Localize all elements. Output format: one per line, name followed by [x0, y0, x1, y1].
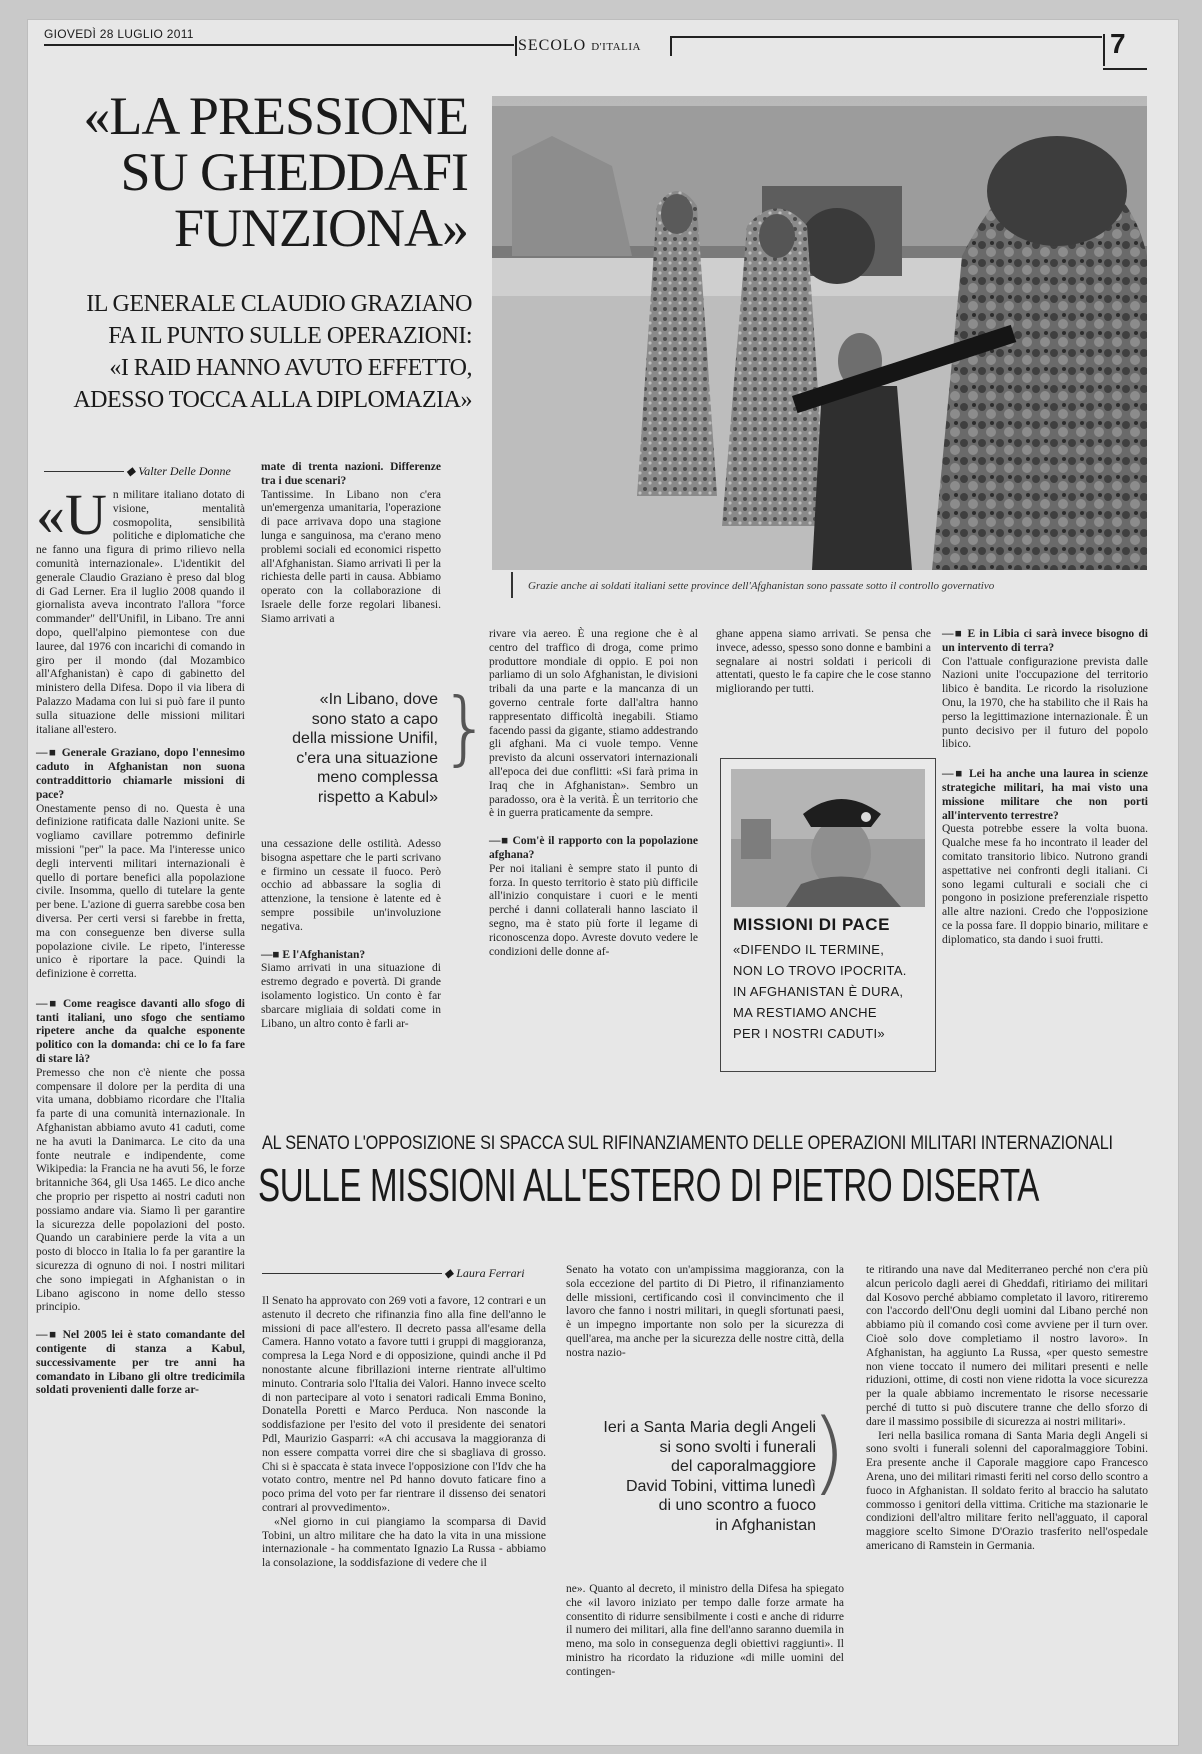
pull-quote-line: c'era una situazione [296, 749, 438, 767]
article-paragraph: Il Senato ha approvato con 269 voti a favore, 12 contrari e un astenuto il decreto che rifinanzia fino alla fine dell'anno le missioni di pace all'estero. Il decreto passa all'esame della Camera. Hanno votato a favore tutti i gruppi di maggioranza, compresa la Lega Nord e di opposizione, quindi anche il Pd nonostante alcune fibrillazioni interne rientrate all'ultimo minuto. Contraria solo l'Italia dei Valori. Hanno invece scelto di non partecipare al voto i senatori radicali Emma Bonino, Donatella Poretti e Marco Perduca. Non nasconde la soddisfazione per l'esito del voto il presidente dei senatori Pdl, Maurizio Gasparri: «A chi accusava la maggioranza di non essere compatta vorrei dire che si sbagliava di grosso. Chi si è spaccata è stata invece l'opposizione con l'Idv che ha votato contro, mentre nel Pd hanno dovuto faticare fino a poco prima del voto per far rientrare il dissenso dei senatori contrari al provvedimento». [262, 1295, 546, 1514]
header-date: GIOVEDÌ 28 LUGLIO 2011 [44, 27, 194, 41]
general-portrait-illustration [731, 769, 925, 907]
subheadline [50, 288, 472, 416]
intro-text: n militare italiano dotato di visione, mentalità cosmopolita, sensibilità politiche e diplomatiche che ne fanno una figura di primo rilievo nella comunità internazionale». L'identikit del generale Claudio Graziano è preso dal blog di Gad Lerner. Era il luglio 2008 quando il giornalista aveva incontrato l'allora "force commander" dell'Unifil, in Libano. Tre anni dopo, quell'alpino piemontese con due lauree, dal 1976 con incarichi di comando in giro per il mondo (dal Mozambico all'Afghanistan) è capo di gabinetto del ministero della Difesa. Dopo il via libera di Palazzo Madama con lui si può fare il punto sulla situazione delle missioni militari italiane all'estero. [36, 489, 245, 736]
header-divider [515, 36, 517, 56]
article2-column-2 [566, 1264, 844, 1361]
article2-title: SULLE MISSIONI ALL'ESTERO DI PIETRO DISERTA [258, 1159, 1040, 1211]
interview-answer: Siamo arrivati in una situazione di estremo degrado e povertà. Di grande isolamento logistico. Un conto è far sbarcare migliaia di soldati come in Libano, un altro conto è farli ar- [261, 962, 441, 1030]
article1-column-1 [36, 482, 245, 1398]
caption-bar [511, 572, 513, 598]
article-paragraph [36, 482, 245, 737]
byline: ◆ Valter Delle Donne [126, 464, 231, 478]
pull-quote-line: della missione Unifil, [292, 730, 438, 747]
question-text: Com'è il rapporto con la popolazione afghana? [489, 835, 698, 861]
publication-name: SECOLO [518, 37, 587, 54]
pull-quote-line: Ieri a Santa Maria degli Angeli [603, 1419, 816, 1436]
interview-question: —■ Nel 2005 lei è stato comandante del contigente di stanza a Kabul, successivamente per tre anni ha comandato in Libano gli oltre tredicimila soldati provenienti dalle forze ar- [36, 1329, 245, 1397]
byline-author: Valter Delle Donne [138, 464, 231, 478]
general-portrait [731, 769, 925, 907]
byline-rule [44, 471, 124, 472]
interview-answer: rivare via aereo. È una regione che è al centro del traffico di droga, come primo produttore mondiale di oppio. E poi non parliamo di un solo Afghanistan, le divisioni tribali da una parte e la mancanza di un governo centrale forte dall'altra hanno rappresentato difficoltà inegabili. Stiamo facendo passi da gigante, stiamo addestrando gli afghani. Ma ci vuole tempo. Venne previsto da alcuni osservatori internazionali all'epoca dei due conflitti: «Si farà prima in Iraq che in Afghanistan». Sembro un paradosso, ora è la verità. È un territorio che è in guerra praticamente da sempre. [489, 628, 698, 820]
box-text-line: MA RESTIAMO ANCHE [733, 1005, 877, 1020]
pull-quote-line: meno complessa [317, 769, 438, 786]
article1-column-3 [489, 628, 698, 959]
missioni-di-pace-box [720, 758, 936, 1072]
pull-quote-line: David Tobini, vittima lunedì [625, 1477, 816, 1495]
article2-kicker: AL SENATO L'OPPOSIZIONE SI SPACCA SUL RIFINANZIAMENTO DELLE OPERAZIONI MILITARI INTERNAZIONALI [262, 1133, 1113, 1154]
box-text-line: NON LO TROVO IPOCRITA. [733, 963, 907, 978]
pull-quote-line: di uno scontro a fuoco [658, 1497, 816, 1514]
article-paragraph: Ieri nella basilica romana di Santa Maria degli Angeli si sono svolti i funerali solenni del caporalmaggiore Tobini. Era presente anche il Caporale maggiore capo Francesco Arena, uno dei militari rimasti feriti nel corso dello scontro a fuoco in Afghanistan. Il soldato ferito al braccio ha salutato commosso i genitori della vittima. Critiche ma stazionarie le condizioni dell'altro militare ferito nell'agguato, il caporal maggiore scelto Simone D'Orazio trasferito nell'ospedale americano di Ramstein in Germania. [866, 1429, 1148, 1552]
article2-column-2b [566, 1583, 844, 1680]
article1-column-2 [261, 461, 441, 627]
subheadline-line: FA IL PUNTO SULLE OPERAZIONI: [108, 323, 472, 349]
interview-answer: Premesso che non c'è niente che possa compensare il dolore per la perdita di una vita umana, dobbiamo ricordare che l'Italia fa parte di una comunità internazionale. In Afghanistan abbiamo avuto 41 caduti, come ne ha avuti la Danimarca. Le cito da una fonte neutrale e indipendente, come Wikipedia: la Francia ne ha avuti 56, le forze britanniche 364, gli Usa 1465. Le dico anche che proprio per rispetto ai nostri caduti non possiamo andare via. Siamo lì per garantire la sicurezza delle popolazioni del posto. Quando un carabiniere perde la vita a un posto di blocco in Italia lo fa per garantire la sicurezza di ognuno di noi. I nostri militari che sono impiegati in Afghanistan o in Libano agiscono in nome dello stesso principio. [36, 1066, 245, 1314]
question-text: E l'Afghanistan? [282, 948, 366, 961]
main-photo [492, 96, 1147, 570]
article1-column-2b [261, 838, 441, 1031]
interview-question: —■ Come reagisce davanti allo sfogo di tanti italiani, uno sfogo che sentiamo ripetere anche da qualche esponente politico con la domanda: chi ce lo fa fare di stare là? [36, 997, 245, 1066]
interview-answer: Con l'attuale configurazione prevista dalle Nazioni unite l'occupazione del territorio libico è bandita. Le ricordo la risoluzione Onu, la 1970, che ha stabilito che il Rais ha perso la legittimazione internazionale. È un punto decisivo per il futuro del popolo libico. [942, 655, 1148, 751]
byline-author: Laura Ferrari [456, 1266, 525, 1280]
pull-quote-line: «In Libano, dove [319, 691, 438, 708]
box-title: MISSIONI DI PACE [733, 915, 890, 934]
article-paragraph: «Nel giorno in cui piangiamo la scomparsa di David Tobini, un altro militare che ha dato la vita in una missione internazionale - ha commentato Ignazio La Russa - abbiamo la consolazione, la soddisfazione di vedere che il [262, 1515, 546, 1570]
interview-question: —■ Com'è il rapporto con la popolazione afghana? [489, 835, 698, 861]
box-text-line: «DIFENDO IL TERMINE, [733, 942, 885, 957]
header-divider [670, 36, 672, 56]
interview-answer: Questa potrebbe essere la volta buona. Qualche mese fa ho incontrato il leader del comitato transitorio libico. Nutrono grandi aspettative nei confronti degli italiani. Ci sono legami culturali e sociali che ci pongono in posizione preferenziale rispetto alle altre nazioni. Credo che l'opposizione ce la possa fare. Il doppio binario, militare e diplomatico, sta dando i suoi frutti. [942, 823, 1148, 946]
subheadline-line: «I RAID HANNO AVUTO EFFETTO, [109, 355, 472, 381]
question-text: E in Libia ci sarà invece bisogno di un intervento di terra? [942, 628, 1148, 654]
article-paragraph: Senato ha votato con un'ampissima maggioranza, con la sola eccezione del partito di Di Pietro, il rifinanziamento delle missioni, certificando così il convincimento che il lavoro che fanno i nostri militari, in quegli sfortunati paesi, è un impegno importante non solo per la sicurezza di quell'area, ma anche per la sicurezza delle nostre città, della nostra nazio- [566, 1264, 844, 1359]
box-text-line: IN AFGHANISTAN È DURA, [733, 984, 904, 999]
pull-quote-brace: } [440, 681, 491, 774]
pull-quote-line: del caporalmaggiore [671, 1458, 816, 1475]
pull-quote-line: rispetto a Kabul» [317, 788, 438, 806]
headline [50, 88, 468, 256]
header-rule-page [1103, 68, 1147, 70]
header-rule-left [44, 44, 514, 46]
header-publication [518, 37, 641, 55]
byline: ◆ Laura Ferrari [444, 1266, 525, 1280]
interview-answer: una cessazione delle ostilità. Adesso bisogna aspettare che le parti scrivano e firmino un cessate il fuoco. Però occhio ad abbassare la soglia di attenzione, la tensione è latente ed è sempre possibile un'involuzione negativa. [261, 838, 441, 933]
question-text: Nel 2005 lei è stato comandante del contigente di stanza a Kabul, successivamente per tre anni ha comandato in Libano gli oltre tredicimila soldati provenienti dalle forze ar- [36, 1329, 245, 1397]
subheadline-line: IL GENERALE CLAUDIO GRAZIANO [86, 291, 472, 317]
pull-quote-line: in Afghanistan [715, 1516, 816, 1534]
byline-rule [262, 1273, 442, 1274]
interview-question: —■ Generale Graziano, dopo l'ennesimo caduto in Afghanistan non suona contraddittorio chiamarle missioni di pace? [36, 747, 245, 801]
box-text [733, 939, 929, 1044]
interview-answer: Tantissime. In Libano non c'era un'emergenza umanitaria, l'operazione di pace arrivava dopo una stagione lunga e sanguinosa, ma c'erano meno problemi sociali ed economici rispetto all'Afghanistan. Siamo arrivati lì per la richiesta delle parti in causa. Abbiamo operato con la collaborazione di Israele delle forze regolari libanesi. Siamo arrivati a [261, 488, 441, 625]
question-text: Lei ha anche una laurea in scienze strategiche militari, ha mai visto una missione militare che non porti all'intervento terrestre? [942, 768, 1148, 822]
publication-suffix: D'ITALIA [591, 41, 641, 53]
article-paragraph: te ritirando una nave dal Mediterraneo perché non c'era più alcun pericolo dagli aerei di Gheddafi, ritiriamo dei militari dal Kosovo perché abbiamo completato il lavoro, ritireremo con l'accordo dell'Onu degli uomini dal Libano perché non abbiamo più il comando così come avviene per il turn over. Cioè solo dove completiamo il nostro lavoro». In Afghanistan, ha aggiunto La Russa, «per questo semestre non viene toccato il numero dei militari presenti e nelle riduzioni, ottime, di costi non viene ridotta la voce sicurezza per la quale abbiamo incrementato le risorse necessarie perché di tutto si può discutere tranne che dello sforzo di dare il massimo possibile di sicurezza ai nostri militari». [866, 1264, 1148, 1428]
article2-column-1 [262, 1295, 546, 1571]
interview-question: —■ E in Libia ci sarà invece bisogno di un intervento di terra? [942, 628, 1148, 654]
question-text: Come reagisce davanti allo sfogo di tanti italiani, uno sfogo che sentiamo ripetere anche da qualche esponente politico con la domanda: chi ce lo fa fare di stare là? [36, 997, 245, 1066]
interview-question: —■ E l'Afghanistan? [261, 948, 366, 961]
photo-caption: Grazie anche ai soldati italiani sette province dell'Afghanistan sono passate sotto il controllo governativo [528, 580, 995, 592]
headline-line: SU GHEDDAFI [120, 142, 468, 202]
pull-quote-line: si sono svolti i funerali [659, 1438, 816, 1456]
question-text: Generale Graziano, dopo l'ennesimo caduto in Afghanistan non suona contraddittorio chiamarle missioni di pace? [36, 747, 245, 801]
interview-answer: ghane appena siamo arrivati. Se pensa che invece, adesso, spesso sono donne e bambini a segnalare ai nostri soldati i pericoli di attentati, questo le fa capire che le cose stanno migliorando per tutti. [716, 628, 931, 696]
pull-quote-brace: ) [811, 1400, 847, 1505]
soldiers-photo-illustration [492, 96, 1147, 570]
headline-line: «LA PRESSIONE [83, 86, 468, 146]
page-number: 7 [1110, 28, 1126, 59]
question-text: mate di trenta nazioni. Differenze tra i due scenari? [261, 461, 441, 487]
pull-quote [566, 1418, 816, 1535]
article1-column-4 [716, 628, 931, 697]
pull-quote [262, 690, 438, 807]
header-rule-right [672, 36, 1102, 38]
article2-column-3 [866, 1264, 1148, 1554]
interview-question: —■ Lei ha anche una laurea in scienze strategiche militari, ha mai visto una missione militare che non porti all'intervento terrestre? [942, 768, 1148, 822]
header-divider [1103, 34, 1105, 66]
dropcap: «U [36, 482, 107, 547]
interview-answer: Per noi italiani è sempre stato il punto di forza. In questo territorio è stato più difficile all'inizio conquistare i cuori e le menti perché i danni collaterali hanno lasciato il segno, ma è stato più forte il legame di riconoscenza dopo. Avreste dovuto vedere le condizioni delle donne af- [489, 862, 698, 958]
subheadline-line: ADESSO TOCCA ALLA DIPLOMAZIA» [73, 387, 472, 413]
box-text-line: PER I NOSTRI CADUTI» [733, 1026, 885, 1041]
headline-line: FUNZIONA» [174, 198, 468, 258]
article1-column-5 [942, 628, 1148, 948]
pull-quote-line: sono stato a capo [311, 710, 438, 728]
interview-answer: Onestamente penso di no. Questa è una definizione ratificata dalle Nazioni unite. Se vogliamo cavillare potremmo definirle missioni "per" la pace. Ma l'interesse unico degli interventi militari internazionali è quello di portare benefici alla popolazione civile. Insomma, quello di tutelare la gente per bene. L'azione di guerra sarebbe cosa ben diversa. Per certi versi si farebbe in fretta, ma con conseguenze ben diverse sulla popolazione civile. Le ripeto, l'interesse unico è riportare la pace. Quindi la definizione è corretta. [36, 802, 245, 981]
article-paragraph: ne». Quanto al decreto, il ministro della Difesa ha spiegato che «il lavoro iniziato per tempo dalle forze armate ha consentito di ridurre sensibilmente i costi e anche di ridurre il numero dei militari, alla fine dell'anno saranno duemila in meno, ma solo in conseguenza degli obiettivi raggiunti». Il ministro ha ricordato la riduzione «di mille uomini del contingen- [566, 1583, 844, 1678]
